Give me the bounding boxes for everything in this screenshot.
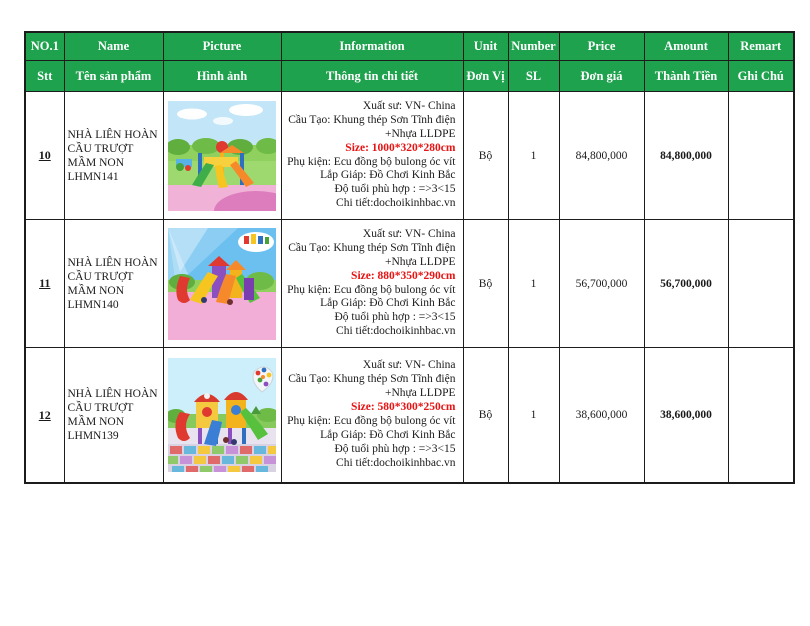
info-assembly: Lắp Giáp: Đồ Chơi Kinh Bắc <box>320 428 456 441</box>
info-assembly: Lắp Giáp: Đồ Chơi Kinh Bắc <box>320 297 456 310</box>
product-quote-table <box>24 31 795 484</box>
number-cell: 1 <box>508 220 559 348</box>
info-age: Độ tuổi phù hợp : =>3<15 <box>334 442 456 455</box>
info-assembly: Lắp Giáp: Đồ Chơi Kinh Bắc <box>320 169 456 182</box>
info-origin: Xuất sư: VN- China <box>362 99 456 112</box>
table-row <box>25 92 794 220</box>
remark-cell <box>728 220 794 348</box>
info-material: +Nhựa LLDPE <box>384 387 456 400</box>
product-code: LHMN140 <box>67 298 119 311</box>
header-amount: Amount <box>644 32 728 61</box>
header-stt: Stt <box>25 61 64 92</box>
stt-number: 10 <box>38 148 51 162</box>
header-unit: Unit <box>463 32 508 61</box>
playground-photo <box>168 358 276 472</box>
amount-cell: 56,700,000 <box>644 220 728 348</box>
info-accessories: Phụ kiện: Ecu đồng bộ bulong óc vít <box>287 155 456 168</box>
product-quote-table-wrapper <box>24 31 795 484</box>
product-name-cell <box>64 220 163 348</box>
header-picture: Picture <box>163 32 281 61</box>
header-information: Information <box>281 32 463 61</box>
header-don-vi: Đơn Vị <box>463 61 508 92</box>
info-detail: Chi tiết:dochoikinhbac.vn <box>336 325 456 338</box>
header-remart: Remart <box>728 32 794 61</box>
info-size: Size: 880*350*290cm <box>351 269 456 282</box>
header-hinh-anh: Hình ảnh <box>163 61 281 92</box>
price-cell: 84,800,000 <box>559 92 644 220</box>
info-detail: Chi tiết:dochoikinhbac.vn <box>336 456 456 469</box>
header-no: NO.1 <box>25 32 64 61</box>
product-code: LHMN139 <box>67 430 119 442</box>
header-ghi-chu: Ghi Chú <box>728 61 794 92</box>
playground-photo <box>168 228 276 340</box>
info-origin: Xuất sư: VN- China <box>362 359 456 372</box>
price-cell: 38,600,000 <box>559 348 644 484</box>
info-origin: Xuất sư: VN- China <box>362 227 456 240</box>
playground-photo <box>168 101 276 211</box>
product-name: NHÀ LIÊN HOÀN CẦU TRƯỢT MẦM NON <box>67 128 158 169</box>
stt-cell <box>25 220 64 348</box>
info-accessories: Phụ kiện: Ecu đồng bộ bulong óc vít <box>287 283 456 296</box>
product-picture-cell <box>163 348 281 484</box>
remark-cell <box>728 348 794 484</box>
product-name-cell <box>64 92 163 220</box>
product-name-cell <box>64 348 163 484</box>
info-structure: Cầu Tạo: Khung thép Sơn Tĩnh điện <box>288 241 456 254</box>
product-name: NHÀ LIÊN HOÀN CẦU TRƯỢT MẦM NON <box>67 256 158 297</box>
header-thong-tin: Thông tin chi tiết <box>281 61 463 92</box>
stt-cell <box>25 348 64 484</box>
unit-cell: Bộ <box>463 92 508 220</box>
info-age: Độ tuổi phù hợp : =>3<15 <box>334 311 456 324</box>
amount-cell: 84,800,000 <box>644 92 728 220</box>
product-info-cell <box>281 92 463 220</box>
header-don-gia: Đơn giá <box>559 61 644 92</box>
info-size: Size: 1000*320*280cm <box>345 141 456 154</box>
unit-cell: Bộ <box>463 220 508 348</box>
info-age: Độ tuổi phù hợp : =>3<15 <box>334 183 456 196</box>
stt-cell <box>25 92 64 220</box>
stt-number: 12 <box>38 407 51 422</box>
product-picture-cell <box>163 92 281 220</box>
info-size: Size: 580*300*250cm <box>351 401 456 414</box>
header-sl: SL <box>508 61 559 92</box>
header-number: Number <box>508 32 559 61</box>
info-detail: Chi tiết:dochoikinhbac.vn <box>336 197 456 210</box>
header-name: Name <box>64 32 163 61</box>
product-name: NHÀ LIÊN HOÀN CẦU TRƯỢT MẦM NON <box>67 388 158 428</box>
info-structure: Cầu Tạo: Khung thép Sơn Tĩnh điện <box>288 113 456 126</box>
header-price: Price <box>559 32 644 61</box>
product-info-cell <box>281 348 463 484</box>
header-thanh-tien: Thành Tiền <box>644 61 728 92</box>
price-cell: 56,700,000 <box>559 220 644 348</box>
table-row <box>25 348 794 484</box>
stt-number: 11 <box>39 276 51 290</box>
number-cell: 1 <box>508 92 559 220</box>
product-code: LHMN141 <box>67 170 119 183</box>
remark-cell <box>728 92 794 220</box>
header-row-en <box>25 32 794 61</box>
unit-cell: Bộ <box>463 348 508 484</box>
number-cell: 1 <box>508 348 559 484</box>
info-material: +Nhựa LLDPE <box>384 255 456 268</box>
product-info-cell <box>281 220 463 348</box>
header-row-vi <box>25 61 794 92</box>
product-picture-cell <box>163 220 281 348</box>
table-row <box>25 220 794 348</box>
info-structure: Cầu Tạo: Khung thép Sơn Tĩnh điện <box>288 373 456 386</box>
info-accessories: Phụ kiện: Ecu đồng bộ bulong óc vít <box>287 415 456 427</box>
amount-cell: 38,600,000 <box>644 348 728 484</box>
info-material: +Nhựa LLDPE <box>384 127 456 140</box>
header-ten-san-pham: Tên sản phẩm <box>64 61 163 92</box>
